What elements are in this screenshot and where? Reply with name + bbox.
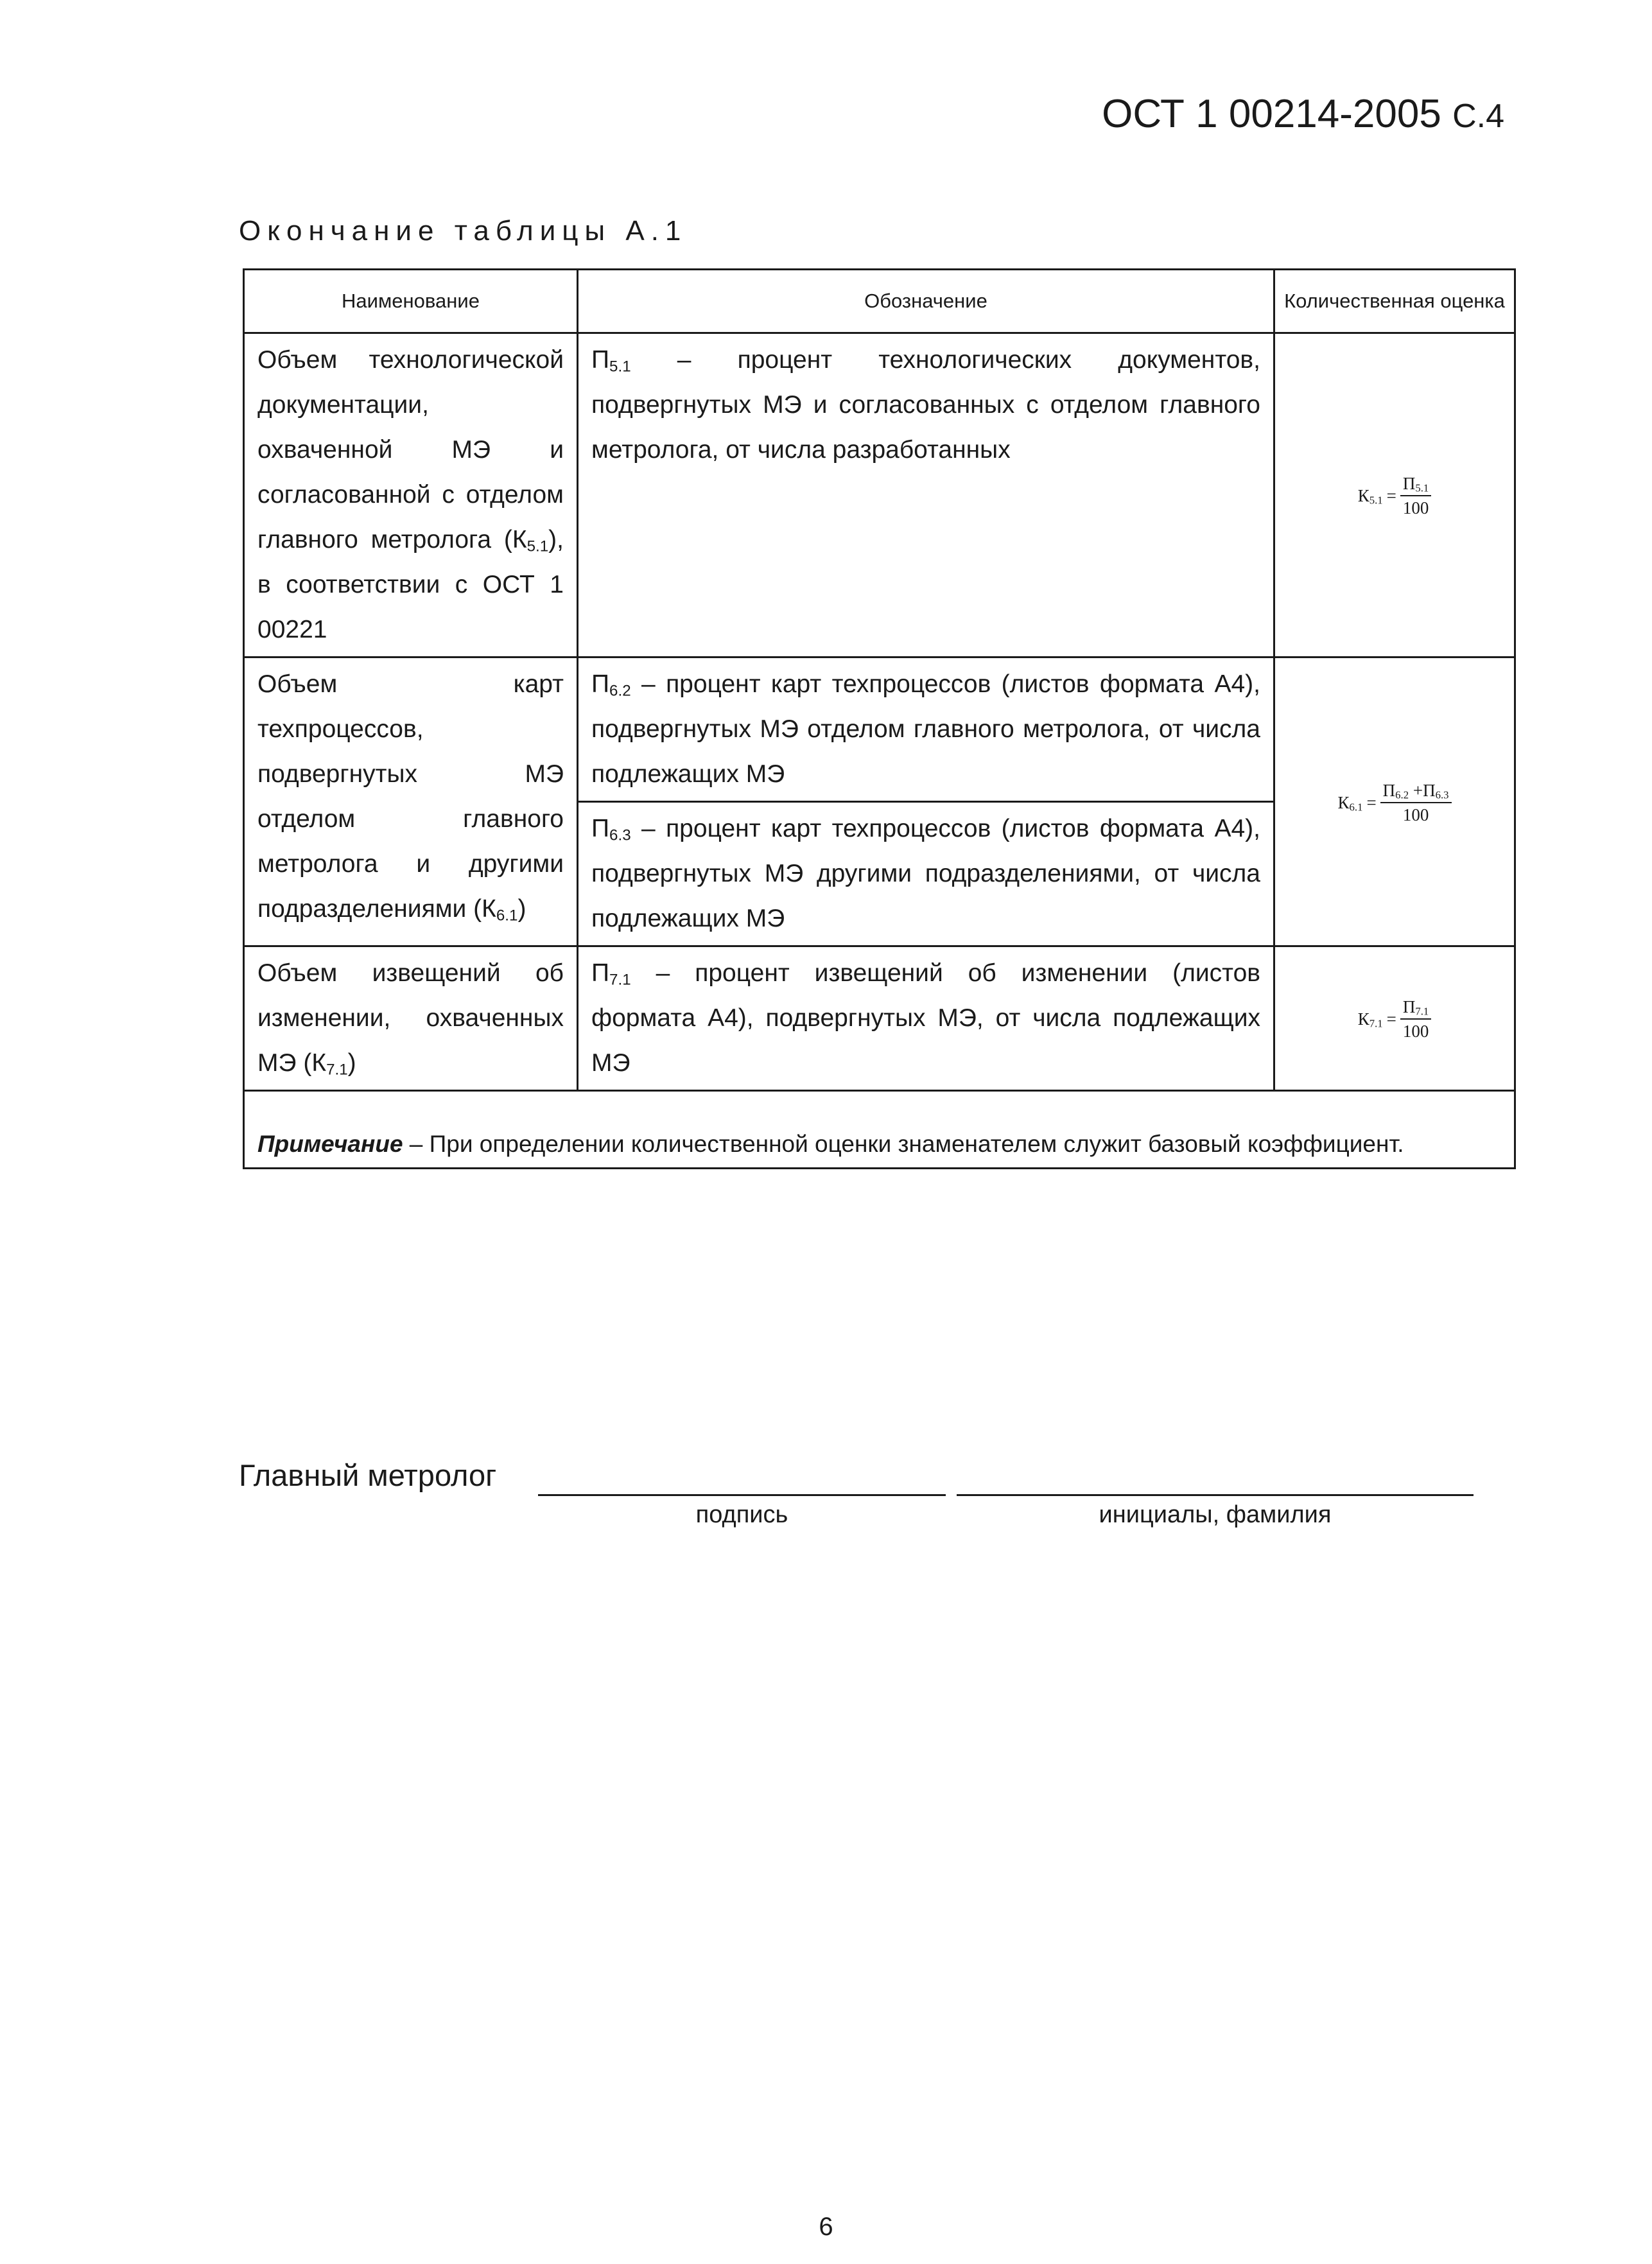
signature-caption: подпись bbox=[695, 1501, 788, 1528]
name-caption: инициалы, фамилия bbox=[1099, 1501, 1332, 1528]
formula: $К_{7.1}$ = $\frac{П_{7.1}}{100}$ bbox=[1358, 997, 1432, 1042]
column-header-designation: Обозначение bbox=[578, 270, 1274, 333]
signature-title: Главный метролог bbox=[239, 1458, 497, 1492]
row-designation-cell: $П_{7.1}$ – процент извещений об изменении (листов формата А4), подвергнутых МЭ, от числа подлежащих МЭ bbox=[578, 946, 1274, 1091]
table-row bbox=[244, 333, 1515, 657]
formula: $К_{5.1}$ = $\frac{П_{5.1}}{100}$ bbox=[1358, 473, 1432, 519]
table-caption: Окончание таблицы А.1 bbox=[239, 215, 688, 247]
row-designation-cell: $П_{6.2}$ – процент карт техпроцессов (листов формата А4), подвергнутых МЭ отделом главного метролога, от числа подлежащих МЭ bbox=[578, 657, 1274, 802]
name-line bbox=[957, 1494, 1474, 1496]
row-designation-cell: $П_{5.1}$ – процент технологических документов, подвергнутых МЭ и согласованных с отделом главного метролога, от числа разработанных bbox=[578, 333, 1274, 657]
row-name-cell: Объем извещений об изменении, охваченных МЭ $(К_{7.1})$ bbox=[244, 946, 578, 1091]
table-header-row bbox=[244, 270, 1515, 333]
signature-line bbox=[538, 1494, 946, 1496]
row-formula-cell bbox=[1274, 946, 1515, 1091]
row-name-cell: Объем технологической документации, охваченной МЭ и согласованной с отделом главного метролога $(К_{5.1})$, в соответствии с ОСТ 1 00221 bbox=[244, 333, 578, 657]
table-note: Примечание – При определении количественной оценки знаменателем служит базовый коэффициент. bbox=[244, 1091, 1515, 1169]
standard-code: ОСТ 1 00214-2005 bbox=[1102, 92, 1441, 136]
formula: $К_{6.1}$ = $\frac{П_{6.2} +П_{6.3}}{100}$ bbox=[1338, 780, 1452, 826]
column-header-estimate: Количественная оценка bbox=[1274, 270, 1515, 333]
table-note-row bbox=[244, 1091, 1515, 1169]
column-header-name: Наименование bbox=[244, 270, 578, 333]
row-name-cell: Объем карт техпроцессов, подвергнутых МЭ отделом главного метролога и другими подразделениями $(К_{6.1})$ bbox=[244, 657, 578, 946]
page-label: С.4 bbox=[1452, 98, 1504, 135]
row-designation-cell: $П_{6.3}$ – процент карт техпроцессов (листов формата А4), подвергнутых МЭ другими подразделениями, от числа подлежащих МЭ bbox=[578, 802, 1274, 946]
standard-header bbox=[1102, 91, 1504, 137]
table-row bbox=[244, 657, 1515, 802]
page-number: 6 bbox=[819, 2213, 833, 2241]
row-formula-cell bbox=[1274, 657, 1515, 946]
row-formula-cell bbox=[1274, 333, 1515, 657]
table-row bbox=[244, 946, 1515, 1091]
evaluation-table bbox=[243, 268, 1516, 1169]
